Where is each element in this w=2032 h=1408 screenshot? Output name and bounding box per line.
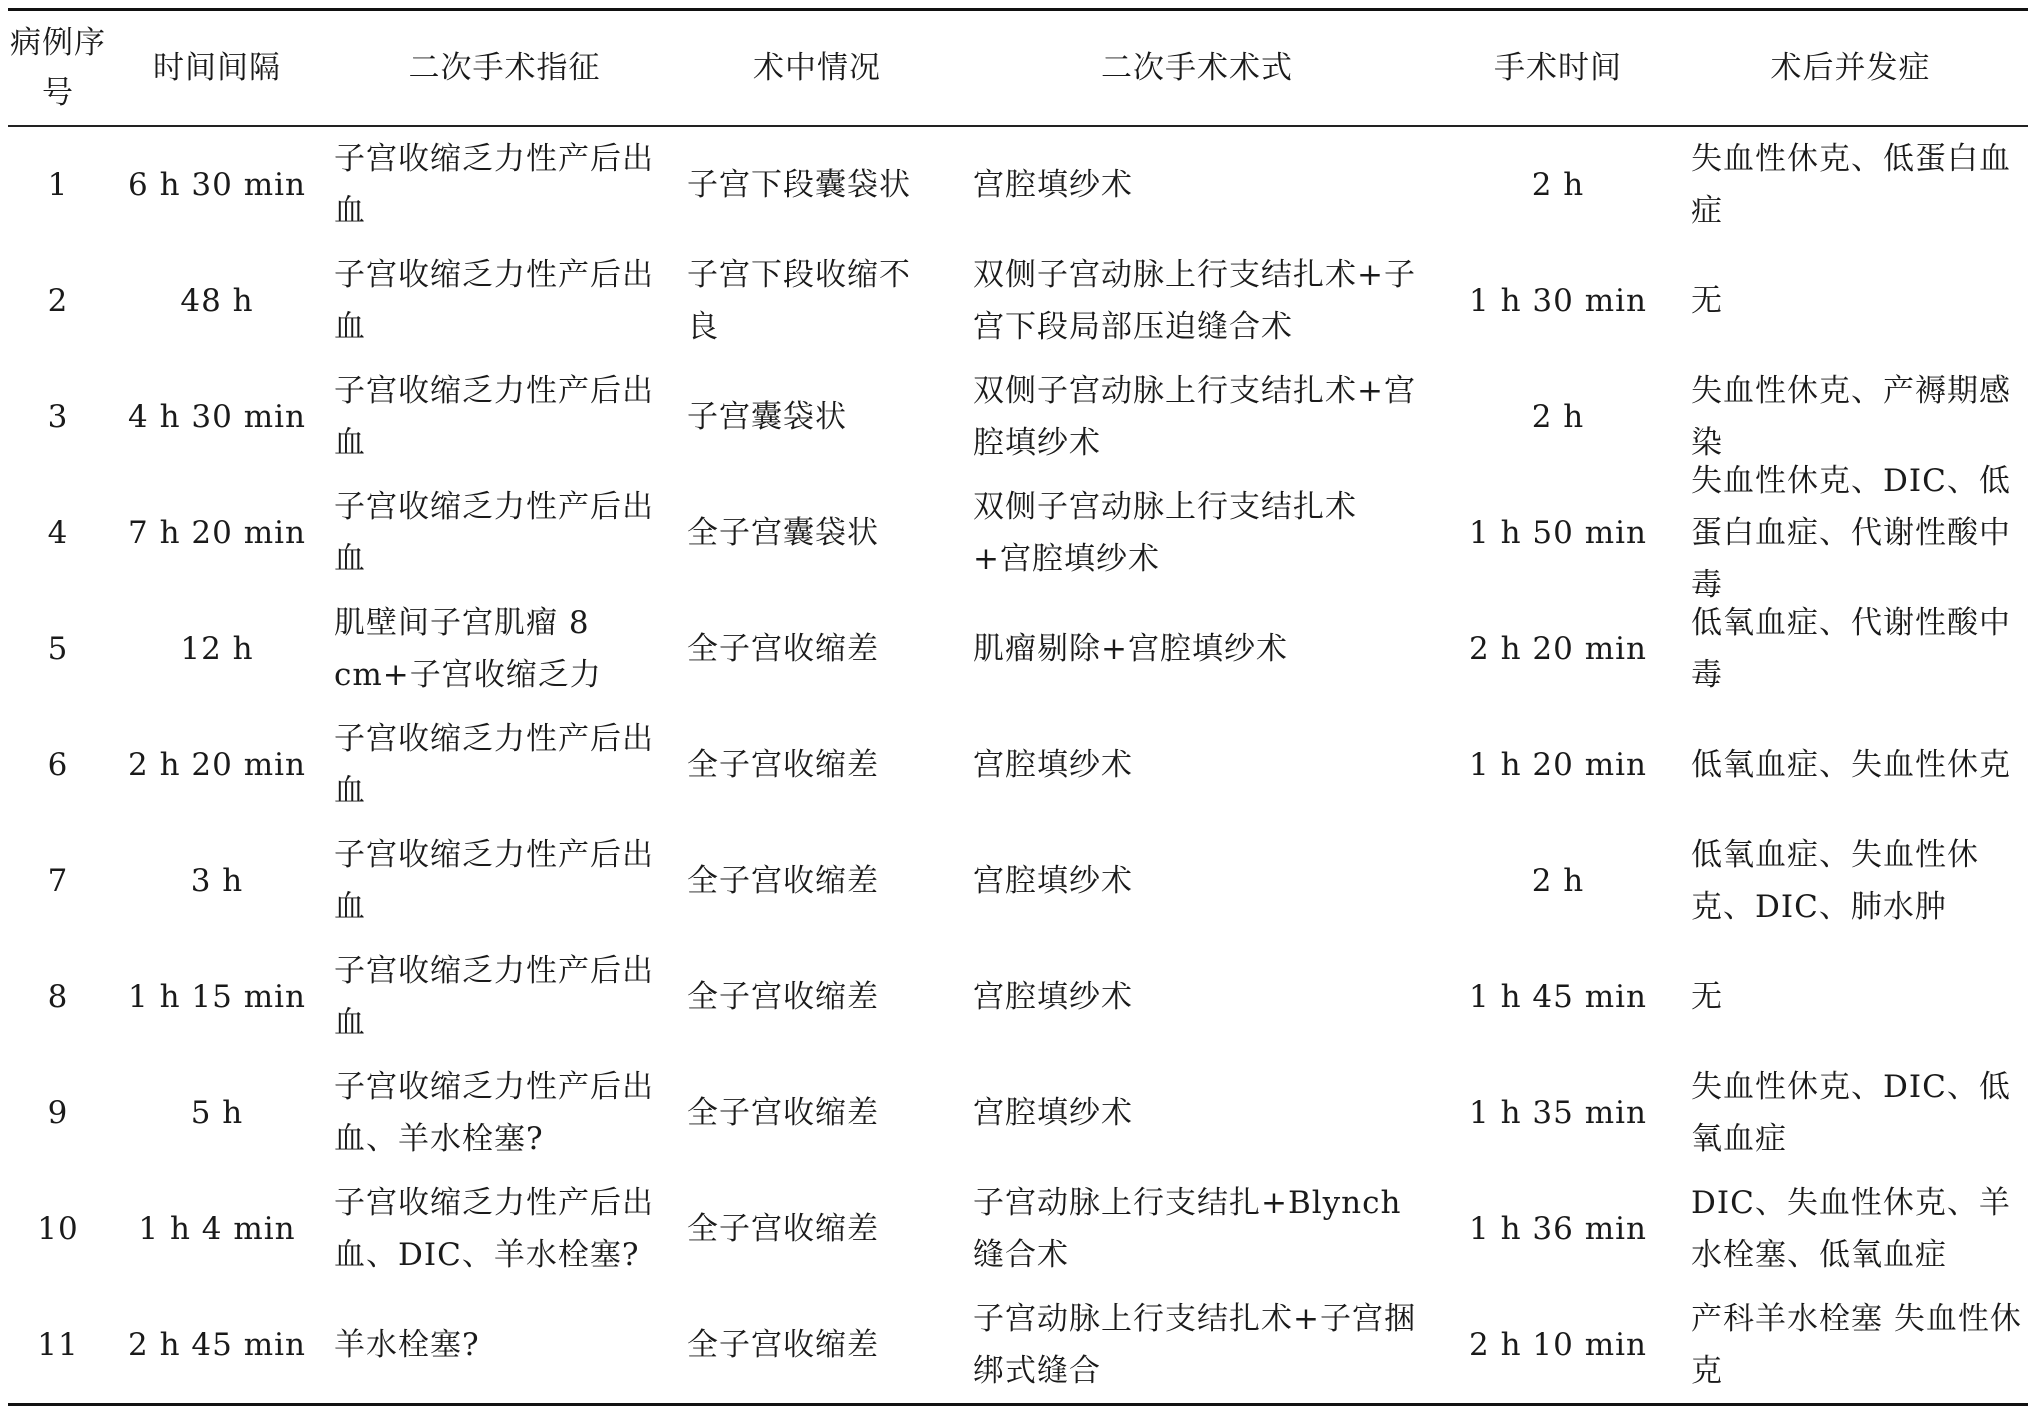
cell-duration: 1 h 20 min	[1469, 747, 1647, 783]
cell-interval: 2 h 20 min	[128, 747, 306, 783]
header-complication: 术后并发症	[1770, 50, 1931, 86]
cell-indication: 子宫收缩乏力性产后出血	[334, 953, 654, 1041]
cell-finding: 全子宫收缩差	[687, 1095, 879, 1131]
table-row	[8, 939, 2028, 1055]
cell-complication: 低氧血症、失血性休克、DIC、肺水肿	[1691, 837, 1979, 925]
cell-complication: DIC、失血性休克、羊水栓塞、低氧血症	[1691, 1185, 2011, 1273]
table-row	[8, 823, 2028, 939]
bottom-rule	[8, 1403, 2028, 1406]
cell-case-no: 4	[47, 515, 69, 551]
cell-indication: 子宫收缩乏力性产后出血	[334, 141, 654, 229]
cell-case-no: 9	[47, 1095, 69, 1131]
cell-interval: 7 h 20 min	[128, 515, 306, 551]
cell-case-no: 11	[37, 1327, 79, 1363]
cell-indication: 子宫收缩乏力性产后出血	[334, 373, 654, 461]
cell-indication: 子宫收缩乏力性产后出血	[334, 837, 654, 925]
cell-indication: 子宫收缩乏力性产后出血	[334, 489, 654, 577]
cell-interval: 3 h	[190, 863, 244, 899]
cell-interval: 48 h	[180, 283, 254, 319]
cell-case-no: 2	[47, 283, 69, 319]
cell-indication: 子宫收缩乏力性产后出血	[334, 721, 654, 809]
cell-complication: 无	[1691, 283, 1723, 319]
cell-duration: 1 h 36 min	[1469, 1211, 1647, 1247]
cell-procedure: 双侧子宫动脉上行支结扎术+宫腔填纱术	[973, 373, 1416, 461]
cell-duration: 2 h	[1531, 399, 1585, 435]
table-row	[8, 463, 2028, 603]
case-table	[8, 8, 2028, 1406]
cell-complication: 失血性休克、产褥期感染	[1691, 373, 2011, 461]
cell-interval: 5 h	[190, 1095, 244, 1131]
cell-procedure: 宫腔填纱术	[973, 1095, 1133, 1131]
cell-duration: 1 h 35 min	[1469, 1095, 1647, 1131]
table-row	[8, 1055, 2028, 1171]
cell-case-no: 3	[47, 399, 69, 435]
cell-finding: 子宫下段收缩不良	[687, 257, 911, 345]
cell-procedure: 宫腔填纱术	[973, 167, 1133, 203]
cell-complication: 失血性休克、DIC、低氧血症	[1691, 1069, 2011, 1157]
cell-procedure: 宫腔填纱术	[973, 747, 1133, 783]
table-body	[8, 127, 2028, 1403]
header-interval: 时间间隔	[153, 50, 281, 86]
cell-duration: 1 h 45 min	[1469, 979, 1647, 1015]
cell-case-no: 1	[47, 167, 69, 203]
cell-procedure: 宫腔填纱术	[973, 979, 1133, 1015]
cell-finding: 全子宫收缩差	[687, 863, 879, 899]
table-row	[8, 1287, 2028, 1403]
cell-case-no: 7	[47, 863, 69, 899]
table-row	[8, 591, 2028, 707]
cell-finding: 子宫下段囊袋状	[687, 167, 911, 203]
header-procedure: 二次手术术式	[1101, 50, 1293, 86]
cell-duration: 2 h 10 min	[1469, 1327, 1647, 1363]
table-row	[8, 707, 2028, 823]
cell-interval: 1 h 15 min	[128, 979, 306, 1015]
cell-indication: 子宫收缩乏力性产后出血	[334, 257, 654, 345]
cell-interval: 2 h 45 min	[128, 1327, 306, 1363]
cell-finding: 全子宫收缩差	[687, 747, 879, 783]
cell-complication: 失血性休克、DIC、低蛋白血症、代谢性酸中毒	[1691, 463, 2011, 603]
header-case-no: 病例序号	[10, 25, 106, 111]
table-row	[8, 127, 2028, 243]
cell-indication: 肌壁间子宫肌瘤 8 cm+子宫收缩乏力	[334, 605, 602, 693]
cell-indication: 羊水栓塞?	[334, 1327, 480, 1363]
cell-duration: 1 h 50 min	[1469, 515, 1647, 551]
cell-interval: 6 h 30 min	[128, 167, 306, 203]
cell-finding: 全子宫收缩差	[687, 1327, 879, 1363]
cell-procedure: 肌瘤剔除+宫腔填纱术	[973, 631, 1288, 667]
cell-indication: 子宫收缩乏力性产后出血、DIC、羊水栓塞?	[334, 1185, 654, 1273]
cell-finding: 全子宫囊袋状	[687, 515, 879, 551]
cell-finding: 全子宫收缩差	[687, 979, 879, 1015]
header-indication: 二次手术指征	[408, 50, 601, 86]
cell-procedure: 双侧子宫动脉上行支结扎术+子宫下段局部压迫缝合术	[973, 257, 1416, 345]
cell-finding: 全子宫收缩差	[687, 631, 879, 667]
header-finding: 术中情况	[753, 50, 881, 86]
cell-complication: 失血性休克、低蛋白血症	[1691, 141, 2011, 229]
table-header	[8, 11, 2028, 125]
cell-procedure: 子宫动脉上行支结扎术+子宫捆绑式缝合	[973, 1301, 1416, 1389]
cell-finding: 子宫囊袋状	[687, 399, 847, 435]
cell-duration: 2 h	[1531, 167, 1585, 203]
cell-duration: 1 h 30 min	[1469, 283, 1647, 319]
cell-complication: 低氧血症、代谢性酸中毒	[1691, 605, 2011, 693]
table-row	[8, 1171, 2028, 1287]
cell-complication: 产科羊水栓塞 失血性休克	[1691, 1301, 2022, 1389]
table-row	[8, 243, 2028, 359]
cell-interval: 1 h 4 min	[138, 1211, 296, 1247]
cell-duration: 2 h 20 min	[1469, 631, 1647, 667]
cell-interval: 12 h	[180, 631, 254, 667]
header-duration: 手术时间	[1494, 50, 1622, 86]
cell-procedure: 宫腔填纱术	[973, 863, 1133, 899]
cell-procedure: 双侧子宫动脉上行支结扎术 +宫腔填纱术	[973, 489, 1357, 577]
cell-complication: 无	[1691, 979, 1723, 1015]
cell-procedure: 子宫动脉上行支结扎+Blynch 缝合术	[973, 1185, 1402, 1273]
cell-duration: 2 h	[1531, 863, 1585, 899]
cell-case-no: 8	[47, 979, 69, 1015]
cell-case-no: 6	[47, 747, 69, 783]
cell-interval: 4 h 30 min	[128, 399, 306, 435]
cell-indication: 子宫收缩乏力性产后出血、羊水栓塞?	[334, 1069, 654, 1157]
cell-case-no: 5	[47, 631, 69, 667]
cell-complication: 低氧血症、失血性休克	[1691, 747, 2011, 783]
cell-finding: 全子宫收缩差	[687, 1211, 879, 1247]
cell-case-no: 10	[37, 1211, 79, 1247]
